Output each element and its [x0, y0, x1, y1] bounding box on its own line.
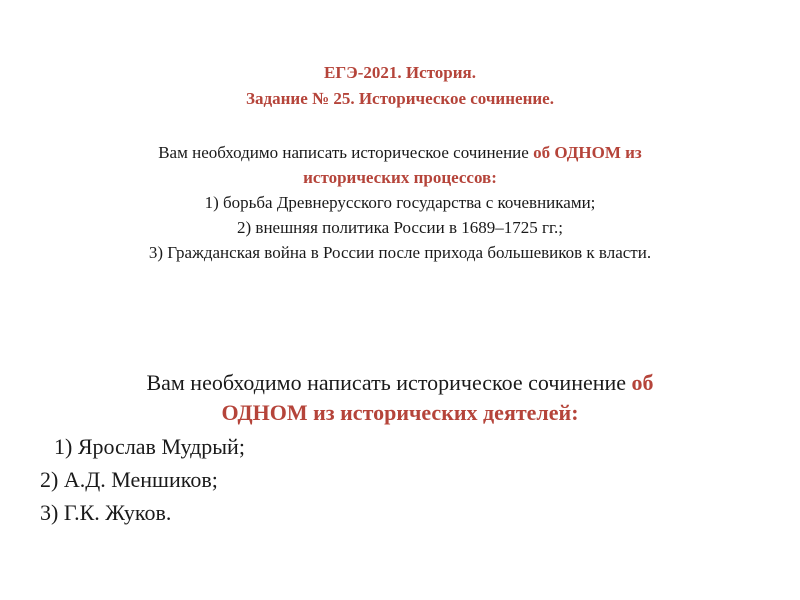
processes-instruction-text: Вам необходимо написать историческое сочинение: [158, 143, 534, 162]
process-item: 1) борьба Древнерусского государства с кочевниками;: [204, 193, 596, 212]
process-item: 3) Гражданская война в России после прихода большевиков к власти.: [148, 243, 652, 262]
persons-instruction-accent-line2: ОДНОМ из исторических деятелей:: [221, 400, 579, 425]
process-item: 2) внешняя политика России в 1689–1725 гг.;: [237, 218, 563, 237]
persons-instruction-text: Вам необходимо написать историческое сочинение: [146, 370, 632, 395]
processes-instruction-accent-line2: исторических процессов:: [303, 168, 497, 187]
person-item: 1) Ярослав Мудрый;: [54, 434, 245, 459]
persons-instruction-accent: об: [631, 370, 654, 395]
person-item: 2) А.Д. Меншиков;: [40, 467, 218, 492]
exam-title: ЕГЭ-2021. История.: [324, 63, 476, 82]
persons-list: [40, 430, 760, 529]
person-item: 3) Г.К. Жуков.: [40, 500, 172, 525]
processes-section: [40, 140, 760, 265]
processes-instruction-accent: об ОДНОМ из: [533, 143, 642, 162]
task-title: [0, 60, 800, 112]
processes-instruction: [40, 140, 760, 165]
persons-section: [40, 368, 760, 529]
task-subtitle: Задание № 25. Историческое сочинение.: [246, 89, 554, 108]
persons-instruction: [40, 368, 760, 398]
